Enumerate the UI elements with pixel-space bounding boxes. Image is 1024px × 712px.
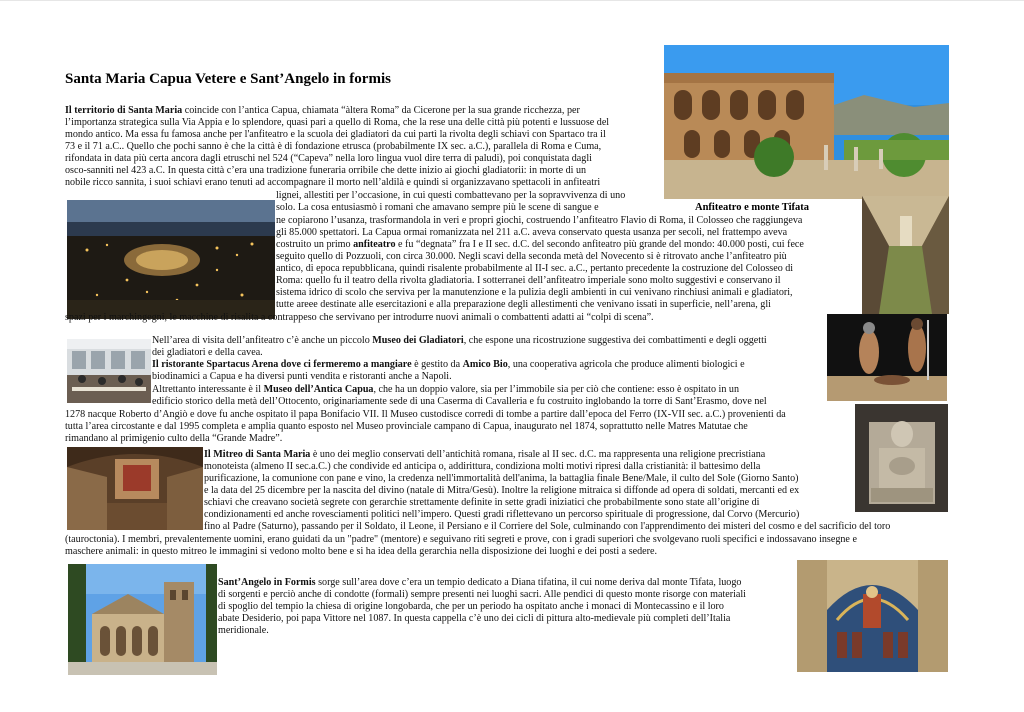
text-line: e la data del 25 dicembre per la nascita del divino (natale di Mitra/Gesù). Inoltre la religione mitraica si diffonde ad opera di soldati, mercanti ed ex	[204, 485, 800, 496]
night-city-photo	[67, 200, 275, 319]
text-line: lignei, allestiti per l’occasione, in cui questi combattevano per la sopravvivenza di uno	[276, 190, 626, 201]
text-line: l’importanza strategica sulla Via Appia e lo splendore, quasi pari a quello di Roma, che la rese una delle città più potenti e lussuose del	[65, 117, 610, 128]
page-title: Santa Maria Capua Vetere e Sant’Angelo in formis	[65, 71, 391, 87]
text-line: tutte areee destinate alle esercitazioni e alla preparazione degli allestimenti che venivano issati in superficie, nell’arena, gli	[276, 299, 771, 310]
text-line: condizionamenti ed anche rovesciamenti politici nell’impero. Questi gradi riflettevano un percorso spirituale di progressione, dal Corvo (Mercurio)	[204, 509, 800, 520]
text-line: gli 85.000 spettatori. La Capua ormai romanizzata nel 211 a.C. aveva conservato questa usanza per secoli, nel frattempo aveva	[276, 227, 788, 238]
text-line: Nell’area di visita dell’anfiteatro c’è anche un piccolo Museo dei Gladiatori, che espone una ricostruzione suggestiva dei combattimenti e degli oggetti	[152, 335, 767, 346]
text-line: antico, di epoca repubblicana, quindi risalente probabilmente al II-I sec. a.C., pertanto precedente la costruzione del Colosseo di	[276, 263, 794, 274]
text-line: osco-sanniti nel 423 a.C. In questa città c’era una tradizione funeraria orribile che dette inizio ai giochi gladiatorii: in morte di un	[65, 165, 587, 176]
text-line: costruito un primo anfiteatro e fu “degnata” fra I e II sec. d.C. del secondo anfiteatro più grande del mondo: 40.000 posti, cui fece	[276, 239, 804, 250]
text-line: solo. La cosa entusiasmò i romani che amavano sempre più le scene di sangue e	[276, 202, 599, 213]
basilica-photo	[68, 564, 217, 675]
text-line: maschere animali: in questo mitreo le immagini si vedono molto bene e si ha idea della gerarchia nella disposizione dei luoghi e dei posti a sedere.	[65, 546, 657, 557]
mater-matuta-statue-photo	[855, 404, 948, 512]
text-line: Altrettanto interessante è il Museo dell’Antica Capua, che ha un doppio valore, sia per l’immobile sia per ciò che contiene: esso è ospitato in un	[152, 384, 739, 395]
apse-fresco-photo	[797, 560, 948, 672]
text-line: Il territorio di Santa Maria coincide con l’antica Capua, chiamata “àltera Roma” da Cicerone per la sua grande ricchezza, per	[65, 105, 580, 116]
text-line: fino al Padre (Saturno), passando per il Soldato, il Leone, il Persiano e il Corriere del Sole, culminando con l'apprendimento dei misteri del cosmo e del sacrificio del toro	[204, 521, 891, 532]
photo-caption: Anfiteatro e monte Tifata	[695, 202, 810, 213]
text-line: (tauroctonia). I membri, prevalentemente uomini, erano guidati da un "padre" (mentore) e seguivano riti segreti e prove, con i gradi superiori che svolgevano ruoli specifici e indossavano insegne e	[65, 534, 857, 545]
restaurant-photo	[67, 339, 151, 403]
text-line: abate Desiderio, poi papa Vittore nel 1087. In questa cappella c’è uno dei cicli di pittura alto-medievale più completi dell’Italia	[218, 613, 731, 624]
text-line: dei gladiatori e della cavea.	[152, 347, 263, 358]
text-line: rifondata in data più certa ancora dagli etruschi nel 524 (“Capeva” nella loro lingua vuol dire terra di paludi), poi conquistata dagli	[65, 153, 592, 164]
text-line: biodinamici a Capua e ha diversi punti vendita e ristoranti anche a Napoli.	[152, 371, 452, 382]
mithraeum-photo	[67, 447, 203, 530]
text-line: di sorgenti e perciò anche di condotte (formali) sempre presenti nei luoghi sacri. Alle pendici di questo monte risorge con materiali	[218, 589, 746, 600]
text-line: schiavi che creavano società segrete con gerarchie strettamente definite in sette gradi iniziatici che probabilmente sono state all’origine di	[204, 497, 760, 508]
text-line: 1278 nacque Roberto d’Angiò e dove fu anche ospitato il papa Bonifacio VII. Il Museo custodisce corredi di tombe a partire dall’epoca del Ferro (IX-VII sec. a.C.) provenienti da	[65, 409, 786, 420]
text-line: tutta l’area circostante e dal 1995 completa e amplia quanto esposto nel Museo provinciale campano di Capua, inaugurato nel 1874, soprattutto nelle Matres Matutae che	[65, 421, 748, 432]
text-line: di spoglio del tempio la chiesa di origine longobarda, che per un periodo ha ospitato anche i monaci di Montecassino e il loro	[218, 601, 724, 612]
text-line: rimandano al primigenio culto della “Grande Madre”.	[65, 433, 283, 444]
underground-passage-photo	[862, 196, 949, 314]
text-line: monoteista (almeno II sec.a.C.) che condivide ed anticipa o, addirittura, condiziona molti motivi ripresi dalla cristianità: il battesimo della	[204, 461, 761, 472]
text-line: meridionale.	[218, 625, 269, 636]
text-line: Sant’Angelo in Formis sorge sull’area dove c’era un tempio dedicato a Diana tifatina, il cui nome deriva dal monte Tifata, luogo	[218, 577, 742, 588]
text-line: purificazione, la comunione con pane e vino, la credenza nell'immortalità dell'anima, la battaglia finale Bene/Male, il culto del Sole (Giorno Santo)	[204, 473, 799, 484]
text-line: mondo antico. Ma essa fu famosa anche per l'anfiteatro e la scuola dei gladiatori da cui partì la rivolta degli schiavi con Spartaco tra il	[65, 129, 606, 140]
gladiator-statues-photo	[827, 314, 947, 401]
text-line: sistema idrico di scolo che serviva per la manutenzione e la pulizia degli ambienti in cui venivano rinchiusi animali e gladiatori,	[276, 287, 793, 298]
text-line: Roma: quello fu il teatro della rivolta gladiatoria. I sotterranei dell’anfiteatro imperiale sono molto suggestivi e conservano il	[276, 275, 781, 286]
text-line: spazi per i marchingegni, le macchine di risalita a contrappeso che servivano per introdurre nuovi animali o combattenti adatti ai “colpi di scena”.	[65, 312, 654, 323]
text-line: nobile ricco sannita, i suoi schiavi erano tenuti ad accompagnare il morto nell’aldilà e quindi si organizzavano spettacoli in anfiteatri	[65, 177, 601, 188]
text-line: 73 e il 71 a.C.. Quello che pochi sanno è che la città è di fondazione etrusca (probabilmente IX sec. a.C.), parallela di Roma e Cuma,	[65, 141, 602, 152]
text-line: edificio storico della metà dell’Ottocento, originariamente sede di una Caserma di Cavalleria e fu costruito inglobando la torre di Sant’Erasmo, dove nel	[152, 396, 767, 407]
text-line: seguito quello di Pozzuoli, con circa 30.000. Negli scavi della seconda metà del Novecento si è ritrovato anche l’anfiteatro più	[276, 251, 787, 262]
text-line: Il Mitreo di Santa Maria è uno dei meglio conservati dell’antichità romana, risale al II sec. d.C. ma rappresenta una religione precristiana	[204, 449, 766, 460]
amphitheatre-photo	[664, 45, 949, 199]
text-line: ne copiarono l’usanza, trasformandola in veri e propri giochi, costruendo l’anfiteatro Flavio di Roma, il Colosseo che raggiungeva	[276, 215, 803, 226]
text-line: Il ristorante Spartacus Arena dove ci fermeremo a mangiare è gestito da Amico Bio, una cooperativa agricola che produce alimenti biologici e	[152, 359, 745, 370]
